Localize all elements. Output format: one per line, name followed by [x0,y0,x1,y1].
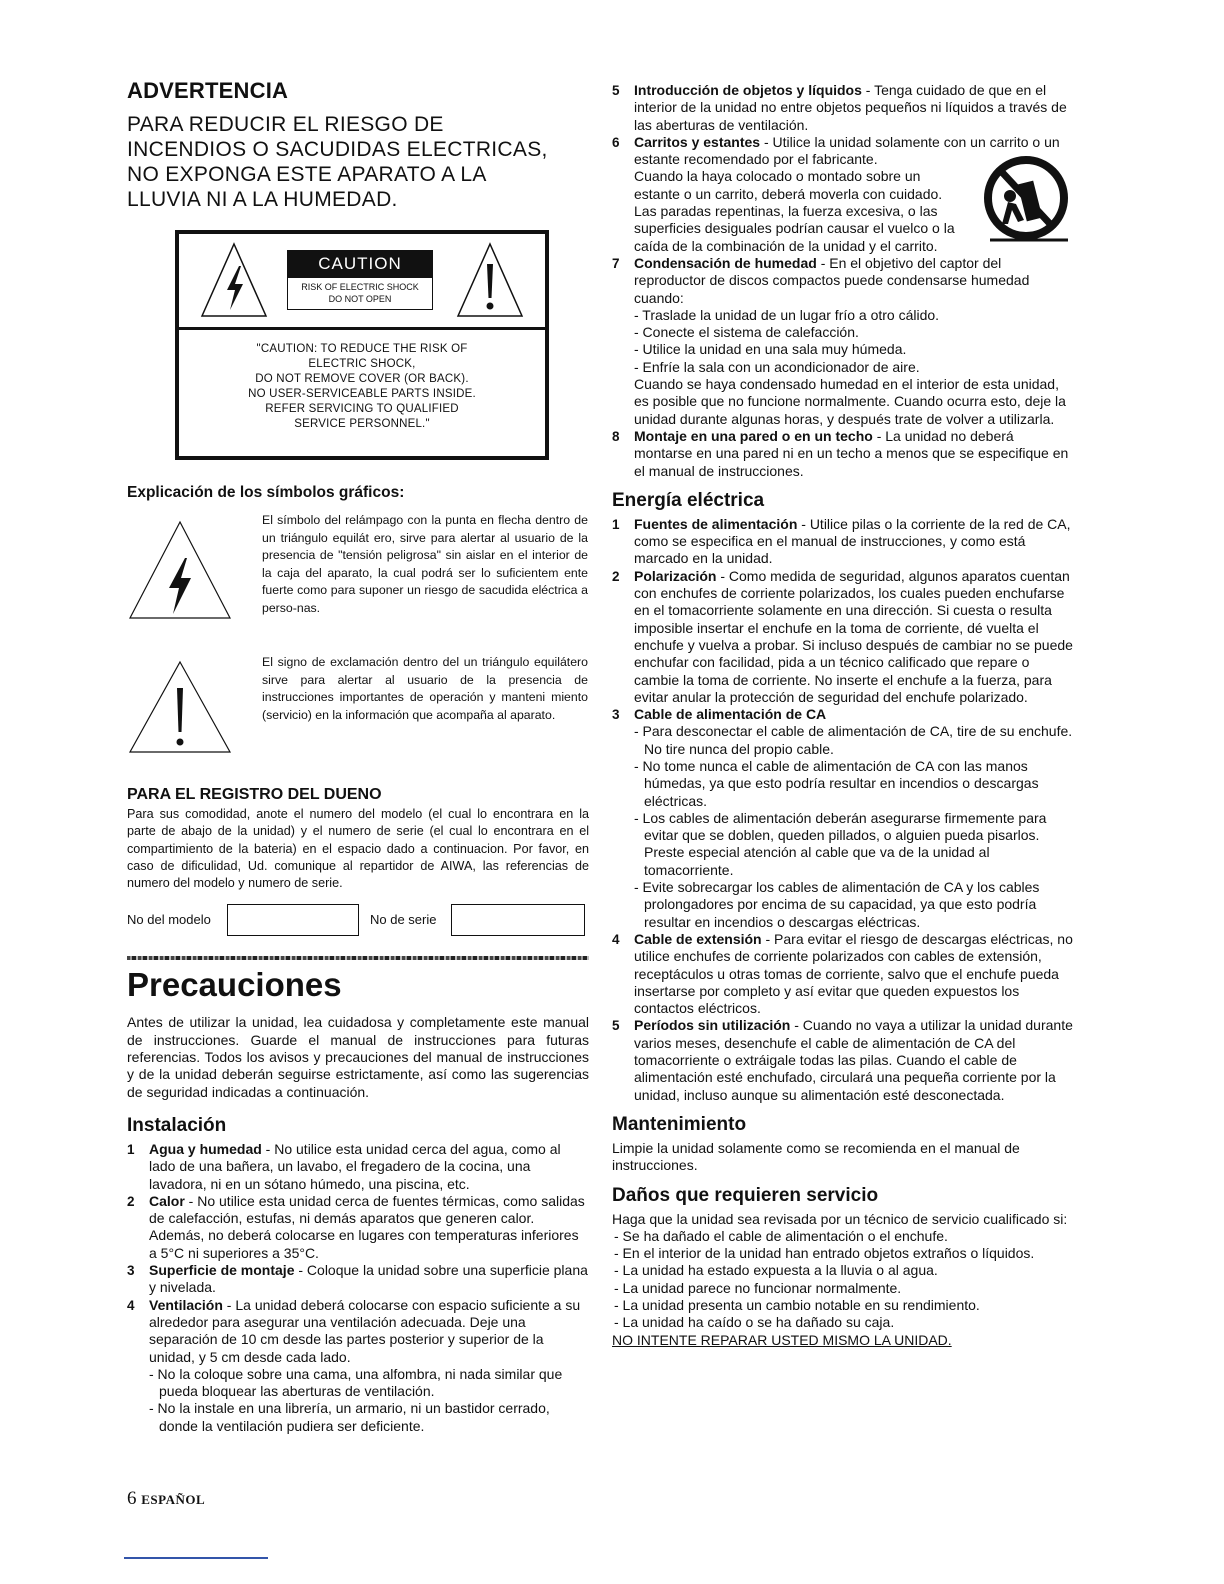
list-item: - La unidad parece no funcionar normalmente. [614,1279,902,1296]
warning-line: INCENDIOS O SACUDIDAS ELECTRICAS, [127,138,548,161]
registro-text: Para sus comodidad, anote el numero del modelo (el cual lo encontrara en la parte de abajo de la unidad) y el numero de serie (el cual lo encontrara en el compartimiento de la bateria) en el espacio dado a continuacion. Por favor, en caso de dificulidad, Ud. comunique al repartidor de AIWA, las referencias de numero del modelo y numero de serie. [127,807,589,891]
item-number: 3 [612,707,620,723]
list-item [612,428,1074,480]
instalacion-title: Instalación [127,1114,227,1136]
item-label: Calor [149,1192,185,1209]
caution-label-box [175,230,549,460]
item-text: - Coloque la unidad sobre una superficie plana y nivelada. [149,1262,588,1296]
item-text: - Cuando no vaya a utilizar la unidad durante varios meses, desenchufe el cable de alimentación de CA del tomacorriente o extráigale todas las pilas. Cuando el cable de alimentación esté enchufado, circulará una pequeña corriente por la unidad, incluso aunque su alimentación esté desconectada. [634,1017,1073,1103]
item-label: Cable de alimentación de CA [634,706,827,723]
caution-text-line: SERVICE PERSONNEL." [294,418,430,430]
model-number-label: No del modelo [127,912,211,928]
mantenimiento-text: Limpie la unidad solamente como se recomienda en el manual de instrucciones. [612,1139,1020,1174]
item-number: 8 [612,428,620,444]
item-text: - Utilice pilas o la corriente de la red de CA, como se especifica en el manual de instrucciones, y como está marcado en la unidad. [634,515,1071,567]
item-text: - La unidad deberá colocarse con espacio suficiente a su alrededor para asegurar una ventilación adecuada. Deje una separación de 10 cm desde las partes posterior y superior de la unidad, y 5 cm desde cada lado. [149,1296,581,1365]
item-label: Superficie de montaje [149,1262,295,1279]
caution-subtext [287,278,433,310]
item-label: Períodos sin utilización [634,1017,791,1034]
footer-line [124,1557,268,1559]
list-item [127,1297,589,1435]
page-number-value: 6 [127,1488,137,1509]
item-subpoint: - Conecte el sistema de calefacción. [634,324,859,341]
list-item [612,255,1074,428]
item-extra-text: Cuando la haya colocado o montado sobre un estante o un carrito, deberá moverla con cuidado. [634,168,943,202]
item-text: - Como medida de seguridad, algunos aparatos cuentan con enchufes de corriente polarizados, los cuales pueden enchufarse en el tomacorriente solamente en una dirección. Si cuesta o resulta imposible insertar el enchufe en la toma de corriente, dé vuelta el enchufe y vuelva a probar. Si incluso después de cambiar no se puede enchufar con facilidad, pida a un técnico calificado que repare o cambie la toma de corriente. No inserte el enchufe a la fuerza, para evitar anular la protección de seguridad del enchufe polarizado. [634,567,1073,705]
list-item: - La unidad ha caído o se ha dañado su caja. [614,1314,895,1331]
caution-sub-line: DO NOT OPEN [328,294,392,304]
item-text: - Utilice la unidad solamente con un carrito o un estante recomendado por el fabricante. [634,133,1060,168]
danos-title: Daños que requieren servicio [612,1184,879,1206]
caution-text-line: ELECTRIC SHOCK, [308,358,416,370]
list-item: - La unidad ha estado expuesta a la lluvia o al agua. [614,1262,938,1279]
precauciones-title: Precauciones [127,966,342,1004]
list-item [612,1017,1074,1103]
item-label: Cable de extensión [634,930,762,947]
item-subpoint: - Utilice la unidad en una sala muy húmeda. [634,341,907,358]
caution-text-line: "CAUTION: TO REDUCE THE RISK OF [256,343,468,355]
item-label: Montaje en una pared o en un techo [634,427,873,444]
item-text: - No utilice esta unidad cerca de fuentes térmicas, como salidas de calefacción, estufas, ni demás aparatos que generen calor. [149,1192,585,1227]
item-text: - La unidad no deberá montarse en una pared ni en un techo a menos que se especifique en el manual de instrucciones. [634,427,1069,479]
item-label: Agua y humedad [149,1140,262,1157]
exclamation-symbol-row [127,654,589,774]
item-number: 5 [612,83,620,98]
energia-list [612,516,1074,1104]
exclamation-triangle-icon [127,660,233,756]
caution-text-line: DO NOT REMOVE COVER (OR BACK). [255,373,469,385]
list-item [127,1262,589,1297]
page-language: ESPAÑOL [141,1492,206,1507]
warning-line: NO EXPONGA ESTE APARATO A LA [127,163,487,186]
registro-title: PARA EL REGISTRO DEL DUENO [127,786,382,803]
caution-banner: CAUTION [287,250,433,278]
list-item [127,1141,589,1193]
item-number: 4 [612,931,620,947]
danos-intro: Haga que la unidad sea revisada por un técnico de servicio cualificado si: [612,1210,1068,1227]
item-text: - Tenga cuidado de que en el interior de la unidad no entre objetos pequeños ni líquidos a través de las aberturas de ventilación. [634,82,1067,133]
list-item: - La unidad presenta un cambio notable en su rendimiento. [614,1297,980,1313]
item-number: 5 [612,1018,620,1034]
serial-number-field[interactable] [451,904,585,936]
list-item: - Se ha dañado el cable de alimentación o el enchufe. [614,1227,948,1244]
page-number [127,1488,205,1510]
instalacion-list [127,1141,589,1435]
item-number: 2 [127,1193,135,1209]
energia-title: Energía eléctrica [612,489,765,511]
item-label: Ventilación [149,1296,223,1313]
item-number: 6 [612,134,620,150]
item-number: 7 [612,255,620,271]
list-item [612,706,1074,931]
item-label: Polarización [634,567,717,584]
registro-fields [127,904,589,940]
item-subpoint: - No la instale en una librería, un armario, ni un bastidor cerrado, donde la ventilación pudiera ser deficiente. [149,1400,550,1434]
lightning-symbol-text: El símbolo del relámpago con la punta en flecha dentro de un triángulo equilát ero, sirve para alertar al usuario de la presencia de "tensión peligrosa" sin aislar en el interior de la caja del aparato, la cual podrá ser lo suficientem ente fuerte como para suponer un riesgo de sacudida eléctrica a perso-nas. [262,513,588,615]
item-label: Fuentes de alimentación [634,515,798,532]
serial-number-label: No de serie [370,912,437,928]
item-text: - Para evitar el riesgo de descargas eléctricas, no utilice enchufes de corriente polarizados con cables de extensión, receptáculos u otras tomas de corriente, salvo que el enchufe pueda insertarse por completo y así evitar que queden expuestos los contactos eléctricos. [634,930,1073,1017]
danos-final-warning: NO INTENTE REPARAR USTED MISMO LA UNIDAD. [612,1331,952,1348]
item-number: 1 [612,516,620,532]
item-extra-text: Cuando se haya condensado humedad en el interior de esta unidad, es posible que no funcione normalmente. Cuando ocurra esto, deje la unidad durante algunas horas, y después trate de volver a utilizarla. [634,376,1066,427]
lightning-triangle-icon [199,240,269,320]
caution-text-line: REFER SERVICING TO QUALIFIED [265,403,459,415]
right-column [612,82,1074,1349]
item-number: 4 [127,1297,135,1313]
item-subpoint: - Traslade la unidad de un lugar frío a otro cálido. [634,306,940,323]
precauciones-intro: Antes de utilizar la unidad, lea cuidadosa y completamente este manual de instrucciones. Guarde el manual de instrucciones para futuras referencias. Todos los avisos y precauciones del manual de instrucciones y de la unidad deberán seguirse estrictamente, así como las sugerencias de seguridad indicadas a continuación. [127,1014,589,1100]
left-column [127,78,589,1435]
item-extra-text: Las paradas repentinas, la fuerza excesiva, o las superficies desiguales podrían causar el vuelco o la caída de la combinación de la unidad y el carrito. [634,203,955,254]
item-subpoint: - No tome nunca el cable de alimentación de CA con las manos húmedas, ya que esto podría resultar en incendios o descargas eléctricas. [634,757,1039,809]
item-text: - No utilice esta unidad cerca del agua, como al lado de una bañera, un lavabo, el fregadero de la cocina, una lavadora, ni en un sótano húmedo, una piscina, etc. [149,1140,561,1192]
list-item [612,516,1074,568]
item-number: 2 [612,568,620,584]
list-item [612,931,1074,1017]
list-item: - En el interior de la unidad han entrado objetos extraños o líquidos. [614,1245,1035,1262]
item-subpoint: - Para desconectar el cable de alimentación de CA, tire de su enchufe. No tire nunca del propio cable. [634,723,1073,757]
mantenimiento-title: Mantenimiento [612,1113,747,1135]
caution-text-line: NO USER-SERVICEABLE PARTS INSIDE. [248,388,476,400]
item-number: 3 [127,1263,135,1279]
item-subpoint: - Enfríe la sala con un acondicionador de aire. [634,358,920,375]
warning-text [127,112,589,212]
list-item [612,82,1074,134]
cart-warning-icon [978,152,1074,248]
caution-header [179,234,545,330]
lightning-triangle-icon [127,518,233,622]
exclamation-triangle-icon [455,240,525,320]
item-subpoint: - Evite sobrecargar los cables de alimentación de CA y los cables prolongadores por encima de su capacidad, ya que esto podría resultar en incendios o descargas eléctricas. [634,879,1040,930]
item-label: Carritos y estantes [634,133,761,150]
exclamation-symbol-text: El signo de exclamación dentro del un triángulo equilátero sirve para alertar al usuario de la presencia de instrucciones importantes de operación y manteni miento (servicio) en la información que acompaña al aparato. [262,655,588,722]
list-item [612,568,1074,706]
lightning-symbol-row [127,512,589,654]
instalacion-list-continued [612,82,1074,480]
warning-line: LLUVIA NI A LA HUMEDAD. [127,188,398,211]
item-extra-text: Además, no deberá colocarse en lugares con temperaturas inferiores a 5°C ni superiores a 35°C. [149,1227,579,1261]
symbols-title: Explicación de los símbolos gráficos: [127,484,405,501]
list-item [127,1193,589,1262]
warning-line: PARA REDUCIR EL RIESGO DE [127,113,444,136]
item-subpoint: - Los cables de alimentación deberán asegurarse firmemente para evitar que se doblen, queden pillados, o alguien pueda pisarlos. Preste especial atención al cable que va de la unidad al tomacorriente. [634,809,1047,878]
list-item [612,134,1074,255]
section-divider [127,956,589,960]
warning-title: ADVERTENCIA [127,78,289,103]
item-number: 1 [127,1141,135,1157]
item-text: - En el objetivo del captor del reproductor de discos compactos puede condensarse humedad cuando: [634,254,1030,306]
caution-label [287,250,433,310]
danos-list [612,1228,1074,1332]
item-label: Condensación de humedad [634,254,817,271]
caution-warning-text [179,330,545,432]
item-label: Introducción de objetos y líquidos [634,82,862,98]
model-number-field[interactable] [227,904,359,936]
caution-sub-line: RISK OF ELECTRIC SHOCK [301,282,419,292]
item-subpoint: - No la coloque sobre una cama, una alfombra, ni nada similar que pueda bloquear las aberturas de ventilación. [149,1365,563,1400]
